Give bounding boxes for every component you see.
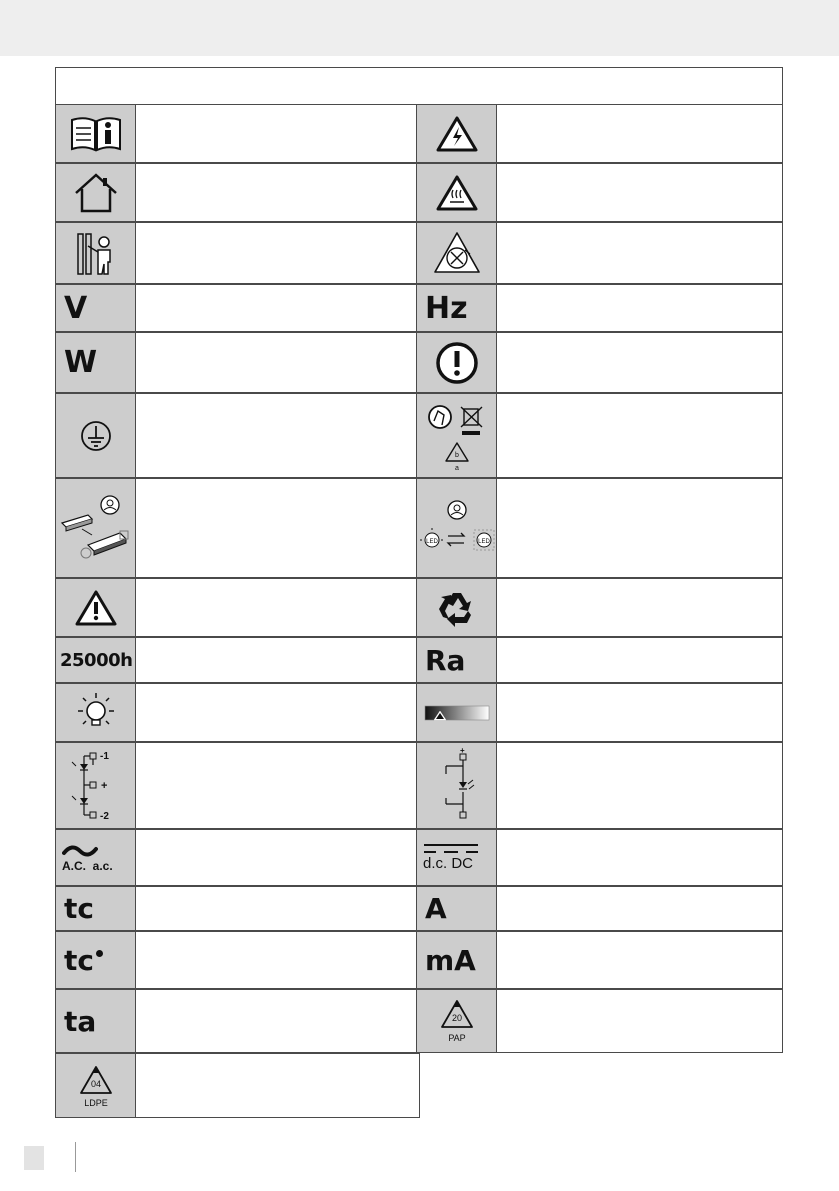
symbol-row	[416, 742, 783, 829]
symbol-row	[55, 578, 420, 637]
symbol-row	[416, 332, 783, 393]
symbol-row	[55, 886, 420, 931]
point-dot-icon	[96, 950, 103, 957]
ra-glyph: Ra	[425, 643, 466, 677]
led-label: LED	[477, 539, 490, 545]
case-temperature-point-icon	[56, 932, 136, 988]
disposal-recycling-icon	[417, 394, 497, 477]
led-circuit-icon	[56, 743, 136, 828]
recycle-arrows-icon	[417, 579, 497, 636]
symbol-row	[416, 393, 783, 478]
terminal-label: +	[459, 747, 465, 755]
tc-point-glyph: tc	[64, 943, 94, 977]
alternating-current-icon	[56, 830, 136, 885]
symbol-row	[416, 478, 783, 578]
footer-divider	[75, 1142, 76, 1172]
symbol-row	[55, 332, 420, 393]
led-replacement-icon	[417, 479, 497, 577]
symbol-row	[55, 683, 420, 742]
lamp-light-icon	[56, 684, 136, 741]
dimmable-slider-icon	[417, 684, 497, 741]
hertz-glyph: Hz	[425, 290, 468, 326]
symbol-row	[55, 637, 420, 683]
symbol-row	[55, 478, 420, 578]
recycling-pap-icon	[417, 990, 497, 1052]
ampere-unit-icon	[417, 887, 497, 930]
read-manual-info-icon	[56, 105, 136, 162]
led-label: LED	[425, 539, 438, 545]
dc-glyph: d.c. DC	[423, 855, 474, 872]
indoor-house-icon	[56, 164, 136, 221]
terminal-label: -1	[99, 750, 109, 762]
symbol-row	[55, 829, 420, 886]
symbol-row	[55, 989, 420, 1053]
ac-glyph: A.C. a.c.	[62, 858, 113, 873]
symbol-row	[416, 578, 783, 637]
ambient-temperature-icon	[56, 990, 136, 1052]
recycling-code: 04	[90, 1078, 101, 1089]
recycling-code: 20	[451, 1013, 462, 1023]
page-number-box	[24, 1146, 44, 1170]
hot-surface-warning-icon	[417, 164, 497, 221]
watt-glyph: W	[64, 345, 98, 380]
tc-glyph: tc	[64, 892, 94, 925]
recycling-sub: a	[454, 464, 459, 472]
child-safety-icon	[56, 223, 136, 283]
symbol-row	[55, 742, 420, 829]
symbol-row	[55, 1053, 420, 1118]
warning-triangle-icon	[56, 579, 136, 636]
symbol-table	[55, 67, 783, 1118]
recycling-material: LDPE	[83, 1097, 108, 1108]
symbol-row	[416, 163, 783, 222]
symbol-row	[416, 222, 783, 284]
symbol-row	[55, 393, 420, 478]
table-header-row	[55, 67, 783, 106]
electric-shock-warning-icon	[417, 105, 497, 162]
symbol-row	[416, 683, 783, 742]
symbol-row	[416, 931, 783, 989]
volt-glyph: V	[64, 290, 88, 326]
milliampere-unit-icon	[417, 932, 497, 988]
lifetime-glyph: 25000h	[60, 649, 133, 671]
color-rendering-icon	[417, 638, 497, 682]
case-temperature-icon	[56, 887, 136, 930]
terminal-label: +	[100, 779, 107, 792]
recycling-ldpe-icon	[56, 1054, 136, 1117]
watt-unit-icon	[56, 333, 136, 392]
symbol-row	[55, 222, 420, 284]
symbol-row	[416, 104, 783, 163]
terminal-label: -2	[99, 810, 109, 822]
symbol-row	[55, 931, 420, 989]
led-lamp-circuit-icon	[417, 743, 497, 828]
symbol-row	[55, 104, 420, 163]
lifetime-hours-icon	[56, 638, 136, 682]
symbol-row	[416, 989, 783, 1053]
recycling-code: b	[454, 451, 459, 459]
important-notice-icon	[417, 333, 497, 392]
driver-replacement-icon	[56, 479, 136, 577]
symbol-row	[416, 886, 783, 931]
symbol-row	[416, 637, 783, 683]
milliampere-glyph: mA	[425, 943, 476, 977]
direct-current-icon	[417, 830, 497, 885]
symbol-row	[416, 829, 783, 886]
symbol-row	[416, 284, 783, 332]
protective-earth-icon	[56, 394, 136, 477]
hertz-unit-icon	[417, 285, 497, 331]
do-not-look-into-light-icon	[417, 223, 497, 283]
symbol-row	[55, 284, 420, 332]
recycling-material: PAP	[447, 1033, 466, 1043]
top-header-band	[0, 0, 839, 56]
volt-unit-icon	[56, 285, 136, 331]
ta-glyph: ta	[64, 1004, 97, 1038]
symbol-row	[55, 163, 420, 222]
ampere-glyph: A	[425, 892, 447, 925]
